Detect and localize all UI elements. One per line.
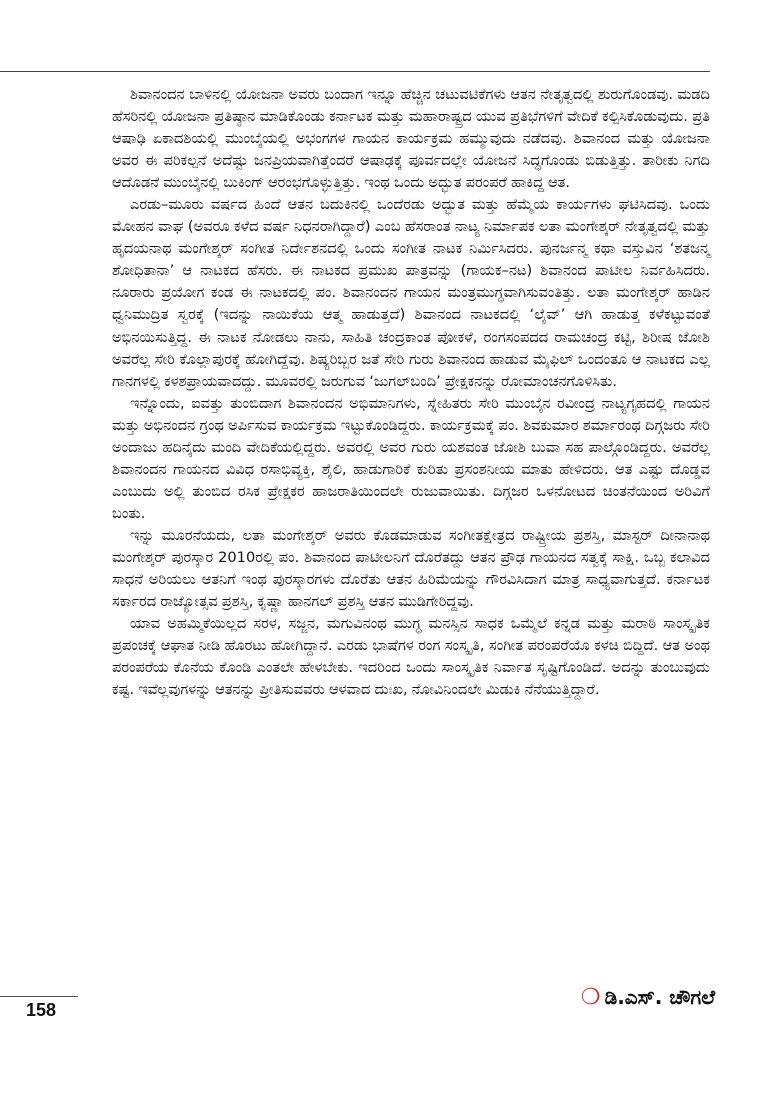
paragraph-awards: ಇನ್ನು ಮೂರನೆಯದು, ಲತಾ ಮಂಗೇಶ್ಕರ್ ಅವರು ಕೊಡಮಾಡುವ ಸಂಗೀತಕ್ಷೇತ್ರದ ರಾಷ್ಟ್ರೀಯ ಪ್ರಶಸ್ತಿ, ಮಾಸ್ಟರ್ ದೀನಾನಾಥ ಮಂಗೇಶ್ಕರ್ ಪುರಸ್ಕಾರ 2010ರಲ್ಲಿ ಪಂ. ಶಿವಾನಂದ ಪಾಟೀಲನಿಗೆ ದೊರೆತದ್ದು ಆತನ ಪ್ರೌಢ ಗಾಯನದ ಸತ್ವಕ್ಕೆ ಸಾಕ್ಷಿ. ಒಬ್ಬ ಕಲಾವಿದ ಸಾಧನೆ ಅರಿಯಲು ಆತನಿಗೆ ಇಂಥ ಪುರಸ್ಕಾರಗಳು ದೊರೆತು ಆತನ ಹಿರಿಮೆಯನ್ನು ಗೌರವಿಸಿದಾಗ ಮಾತ್ರ ಸಾಧ್ಯವಾಗುತ್ತದೆ. ಕರ್ನಾಟಕ ಸರ್ಕಾರದ ರಾಜ್ಯೋತ್ಸವ ಪ್ರಶಸ್ತಿ, ಕೃಷ್ಣಾ ಹಾನಗಲ್ ಪ್ರಶಸ್ತಿ ಆತನ ಮುಡಿಗೇರಿದ್ದವು.	[112, 526, 710, 611]
footer-rule	[0, 996, 78, 997]
circle-bullet-icon: ❍	[580, 985, 601, 1010]
paragraph-tribute: ಯಾವ ಅಹಮ್ಮಿಕೆಯಿಲ್ಲದ ಸರಳ, ಸಜ್ಜನ, ಮಗುವಿನಂಥ ಮುಗ್ಧ ಮನಸ್ಸಿನ ಸಾಧಕ ಒಮ್ಮೆಲೆ ಕನ್ನಡ ಮತ್ತು ಮರಾಠಿ ಸಾಂಸ್ಕೃತಿಕ ಪ್ರಪಂಚಕ್ಕೆ ಆಘಾತ ನೀಡಿ ಹೊರಟು ಹೋಗಿದ್ದಾನೆ. ಎರಡು ಭಾಷೆಗಳ ರಂಗ ಸಂಸ್ಕೃತಿ, ಸಂಗೀತ ಪರಂಪರೆಯೊ ಕಳಚಿ ಬಿದ್ದಿದೆ. ಆತ ಅಂಥ ಪರಂಪರೆಯ ಕೊನೆಯ ಕೊಂಡಿ ಎಂತಲೇ ಹೇಳಬೇಕು. ಇದರಿಂದ ಒಂದು ಸಾಂಸ್ಕೃತಿಕ ನಿರ್ವಾತ ಸೃಷ್ಟಿಗೊಂಡಿದೆ. ಅದನ್ನು ತುಂಬುವುದು ಕಷ್ಟ. ಇವೆಲ್ಲವುಗಳನ್ನು ಆತನನ್ನು ಪ್ರೀತಿಸುವವರು ಆಳವಾದ ದುಃಖ, ನೋವಿನಿಂದಲೇ ಮಿಡುಕಿ ನೆನೆಯುತ್ತಿದ್ದಾರೆ.	[112, 615, 710, 699]
article-body	[112, 84, 710, 701]
author-name: ಡಿ.ಎಸ್. ಚೌಗಲೆ	[604, 985, 715, 1009]
paragraph-felicitation: ಇನ್ನೊಂದು, ಐವತ್ತು ತುಂಬಿದಾಗ ಶಿವಾನಂದನ ಅಭಿಮಾನಿಗಳು, ಸ್ನೇಹಿತರು ಸೇರಿ ಮುಂಬೈನ ರವೀಂದ್ರ ನಾಟ್ಯಗೃಹದಲ್ಲಿ ಗಾಯನ ಮತ್ತು ಅಭಿನಂದನ ಗ್ರಂಥ ಅರ್ಪಿಸುವ ಕಾರ್ಯಕ್ರಮ ಇಟ್ಟುಕೊಂಡಿದ್ದರು. ಕಾರ್ಯಕ್ರಮಕ್ಕೆ ಪಂ. ಶಿವಕುಮಾರ ಶರ್ಮಾರಂಥ ದಿಗ್ಗಜರು ಸೇರಿ ಅಂದಾಜು ಹದಿನೈದು ಮಂದಿ ವೇದಿಕೆಯಲ್ಲಿದ್ದರು. ಅವರಲ್ಲಿ ಅವರ ಗುರು ಯಶವಂತ ಜೋಶಿ ಬುವಾ ಸಹ ಪಾಲ್ಗೊಂಡಿದ್ದರು. ಅವರೆಲ್ಲ ಶಿವಾನಂದನ ಗಾಯನದ ವಿವಿಧ ರಸಾಭಿವ್ಯಕ್ತಿ, ಶೈಲಿ, ಹಾಡುಗಾರಿಕೆ ಕುರಿತು ಪ್ರಸಂಶನೀಯ ಮಾತು ಹೇಳಿದರು. ಆತ ಎಷ್ಟು ದೊಡ್ಡವ ಎಂಬುದು ಅಲ್ಲಿ ತುಂಬಿದ ರಸಿಕ ಪ್ರೇಕ್ಷಕರ ಹಾಜರಾತಿಯಿಂದಲೇ ರುಜುವಾಯಿತು. ದಿಗ್ಗಜರ ಒಳನೋಟದ ಚಿಂತನೆಯಿಂದ ಅರಿವಿಗೆ ಬಂತು.	[112, 394, 710, 522]
paragraph-natak: ಎರಡು–ಮೂರು ವರ್ಷದ ಹಿಂದೆ ಆತನ ಬದುಕಿನಲ್ಲಿ ಒಂದೆರಡು ಅದ್ಭುತ ಮತ್ತು ಹೆಮ್ಮೆಯ ಕಾರ್ಯಗಳು ಘಟಿಸಿದವು. ಒಂದು ಮೋಹನ ವಾಘ (ಅವರೂ ಕಳೆದ ವರ್ಷ ನಿಧನರಾಗಿದ್ದಾರೆ) ಎಂಬ ಹೆಸರಾಂತ ನಾಟ್ಯ ನಿರ್ಮಾಪಕ ಲತಾ ಮಂಗೇಶ್ಕರ್ ನೇತೃತ್ವದಲ್ಲಿ ಮತ್ತು ಹೃದಯನಾಥ ಮಂಗೇಶ್ಕರ್ ಸಂಗೀತ ನಿರ್ದೇಶನದಲ್ಲಿ ಒಂದು ಸಂಗೀತ ನಾಟಕ ನಿರ್ಮಿಸಿದರು. ಪುನರ್ಜನ್ಮ ಕಥಾ ವಸ್ತುವಿನ ‘ಶತಜನ್ಮ ಶೋಧಿತಾನಾ’ ಆ ನಾಟಕದ ಹೆಸರು. ಈ ನಾಟಕದ ಪ್ರಮುಖ ಪಾತ್ರವನ್ನು (ಗಾಯಕ–ನಟ) ಶಿವಾನಂದ ಪಾಟೀಲ ನಿರ್ವಹಿಸಿದರು. ನೂರಾರು ಪ್ರಯೋಗ ಕಂಡ ಈ ನಾಟಕದಲ್ಲಿ ಪಂ. ಶಿವಾನಂದನ ಗಾಯನ ಮಂತ್ರಮುಗ್ಧವಾಗಿಸುವಂತಿತ್ತು. ಲತಾ ಮಂಗೇಶ್ಕರ್ ಹಾಡಿನ ಧ್ವನಿಮುದ್ರಿತ ಸ್ವರಕ್ಕೆ (ಇದನ್ನು ನಾಯಿಕೆಯ ಆತ್ಮ ಹಾಡುತ್ತದೆ) ಶಿವಾನಂದ ನಾಟಕದಲ್ಲಿ ‘ಲೈವ್’ ಆಗಿ ಹಾಡುತ್ತ ಕಳೆಕಟ್ಟುವಂತೆ ಅಭಿನಯಿಸುತ್ತಿದ್ದ. ಈ ನಾಟಕ ನೋಡಲು ನಾನು, ಸಾಹಿತಿ ಚಂದ್ರಕಾಂತ ಪೋಕಳೆ, ರಂಗಸಂಪದದ ರಾಮಚಂದ್ರ ಕಟ್ಟಿ, ಶಿರೀಷ ಜೋಶಿ ಅವರೆಲ್ಲ ಸೇರಿ ಕೊಲ್ಲಾಪುರಕ್ಕೆ ಹೋಗಿದ್ದೆವು. ಶಿಷ್ಯರಿಬ್ಬರ ಜತೆ ಸೇರಿ ಗುರು ಶಿವಾನಂದ ಹಾಡುವ ಮೈಫಿಲ್ ಒಂದಂತೂ ಆ ನಾಟಕದ ಎಲ್ಲ ಗಾನಗಳಲ್ಲಿ ಕಳಶಪ್ರಾಯವಾದದ್ದು. ಮೂವರಲ್ಲಿ ಜರುಗುವ ‘ಜುಗಲ್‌ಬಂದಿ’ ಪ್ರೇಕ್ಷಕನನ್ನು ರೋಮಾಂಚನಗೊಳಿಸಿತು.	[112, 196, 711, 390]
author-signature	[581, 985, 715, 1010]
page-number: 158	[26, 1000, 57, 1020]
header-rule	[0, 71, 710, 72]
paragraph-yojana: ಶಿವಾನಂದನ ಬಾಳಿನಲ್ಲಿ ಯೋಜನಾ ಅವರು ಬಂದಾಗ ಇನ್ನೂ ಹೆಚ್ಚಿನ ಚಟುವಟಿಕೆಗಳು ಆತನ ನೇತೃತ್ವದಲ್ಲಿ ಶುರುಗೊಂಡವು. ಮಡದಿ ಹೆಸರಿನಲ್ಲಿ ಯೋಜನಾ ಪ್ರತಿಷ್ಠಾನ ಮಾಡಿಕೊಂಡು ಕರ್ನಾಟಕ ಮತ್ತು ಮಹಾರಾಷ್ಟ್ರದ ಯುವ ಪ್ರತಿಭೆಗಳಿಗೆ ವೇದಿಕೆ ಕಲ್ಪಿಸಿಕೊಡುವುದು. ಪ್ರತಿ ಆಷಾಢಿ ಏಕಾದಶಿಯಲ್ಲಿ ಮುಂಬೈಯಲ್ಲಿ ಅಭಂಗಗಳ ಗಾಯನ ಕಾರ್ಯಕ್ರಮ ಹಮ್ಮುವುದು ನಡೆದವು. ಶಿವಾನಂದ ಮತ್ತು ಯೋಜನಾ ಅವರ ಈ ಪರಿಕಲ್ಪನೆ ಅದೆಷ್ಟು ಜನಪ್ರಿಯವಾಗಿತ್ತೆಂದರೆ ಆಷಾಢಕ್ಕೆ ಪೂರ್ವದಲ್ಲೇ ಯೋಜನೆ ಸಿದ್ಧಗೊಂಡು ಬಿಡುತ್ತಿತ್ತು. ತಾರೀಕು ನಿಗದಿ ಆದೊಡನೆ ಮುಂಬೈನಲ್ಲಿ ಬುಕಿಂಗ್ ಆರಂಭಗೊಳ್ಳುತ್ತಿತ್ತು. ಇಂಥ ಒಂದು ಅದ್ಭುತ ಪರಂಪರೆ ಹಾಕಿದ್ದ ಆತ.	[112, 86, 710, 192]
